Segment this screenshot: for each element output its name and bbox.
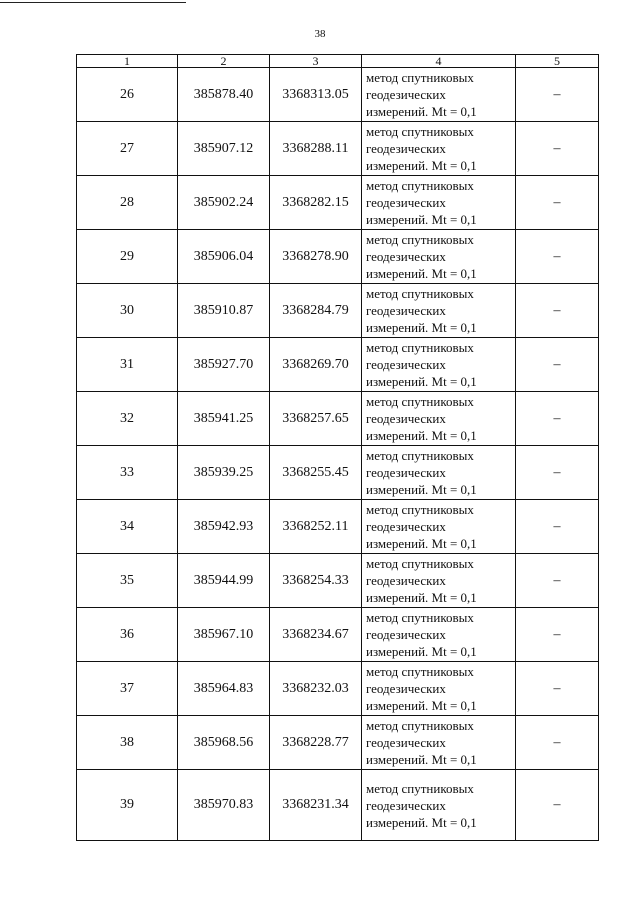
x-coordinate-cell: 385941.25 xyxy=(178,392,270,446)
method-cell xyxy=(362,608,516,662)
method-line: геодезических xyxy=(366,195,446,210)
method-line: метод спутниковых xyxy=(366,610,474,625)
table-row xyxy=(77,176,599,230)
method-line: геодезических xyxy=(366,411,446,426)
point-number-cell: 37 xyxy=(77,662,178,716)
point-number-cell: 39 xyxy=(77,770,178,841)
y-coordinate-cell: 3368231.34 xyxy=(270,770,362,841)
method-cell xyxy=(362,122,516,176)
table-row xyxy=(77,68,599,122)
method-line: геодезических xyxy=(366,797,446,813)
header-cell: 4 xyxy=(362,55,516,68)
method-line: геодезических xyxy=(366,249,446,264)
note-cell: – xyxy=(516,554,599,608)
note-cell: – xyxy=(516,608,599,662)
table-body xyxy=(77,68,599,841)
method-line: измерений. Mt = 0,1 xyxy=(366,212,477,227)
point-number-cell: 28 xyxy=(77,176,178,230)
method-line: геодезических xyxy=(366,465,446,480)
y-coordinate-cell: 3368288.11 xyxy=(270,122,362,176)
method-cell xyxy=(362,284,516,338)
x-coordinate-cell: 385964.83 xyxy=(178,662,270,716)
x-coordinate-cell: 385907.12 xyxy=(178,122,270,176)
method-line: измерений. Mt = 0,1 xyxy=(366,428,477,443)
point-number-cell: 35 xyxy=(77,554,178,608)
method-cell xyxy=(362,662,516,716)
method-line: метод спутниковых xyxy=(366,556,474,571)
method-cell xyxy=(362,500,516,554)
note-cell: – xyxy=(516,716,599,770)
method-line: метод спутниковых xyxy=(366,70,474,85)
method-line: метод спутниковых xyxy=(366,718,474,733)
note-cell: – xyxy=(516,284,599,338)
y-coordinate-cell: 3368269.70 xyxy=(270,338,362,392)
point-number-cell: 36 xyxy=(77,608,178,662)
header-cell: 1 xyxy=(77,55,178,68)
y-coordinate-cell: 3368257.65 xyxy=(270,392,362,446)
method-line: измерений. Mt = 0,1 xyxy=(366,266,477,281)
y-coordinate-cell: 3368232.03 xyxy=(270,662,362,716)
point-number-cell: 30 xyxy=(77,284,178,338)
method-line: геодезических xyxy=(366,303,446,318)
method-line: геодезических xyxy=(366,87,446,102)
method-cell xyxy=(362,176,516,230)
x-coordinate-cell: 385944.99 xyxy=(178,554,270,608)
table-row xyxy=(77,500,599,554)
x-coordinate-cell: 385902.24 xyxy=(178,176,270,230)
note-cell: – xyxy=(516,500,599,554)
x-coordinate-cell: 385910.87 xyxy=(178,284,270,338)
method-line: геодезических xyxy=(366,681,446,696)
method-cell xyxy=(362,392,516,446)
method-line: измерений. Mt = 0,1 xyxy=(366,536,477,551)
y-coordinate-cell: 3368282.15 xyxy=(270,176,362,230)
point-number-cell: 31 xyxy=(77,338,178,392)
x-coordinate-cell: 385970.83 xyxy=(178,770,270,841)
y-coordinate-cell: 3368278.90 xyxy=(270,230,362,284)
point-number-cell: 32 xyxy=(77,392,178,446)
method-line: геодезических xyxy=(366,627,446,642)
x-coordinate-cell: 385878.40 xyxy=(178,68,270,122)
y-coordinate-cell: 3368255.45 xyxy=(270,446,362,500)
method-cell xyxy=(362,770,516,841)
method-line: метод спутниковых xyxy=(366,286,474,301)
method-line: метод спутниковых xyxy=(366,448,474,463)
point-number-cell: 29 xyxy=(77,230,178,284)
x-coordinate-cell: 385906.04 xyxy=(178,230,270,284)
y-coordinate-cell: 3368228.77 xyxy=(270,716,362,770)
y-coordinate-cell: 3368252.11 xyxy=(270,500,362,554)
method-cell xyxy=(362,230,516,284)
note-cell: – xyxy=(516,122,599,176)
x-coordinate-cell: 385942.93 xyxy=(178,500,270,554)
header-cell: 3 xyxy=(270,55,362,68)
table-row xyxy=(77,716,599,770)
table-row xyxy=(77,554,599,608)
method-line: измерений. Mt = 0,1 xyxy=(366,104,477,119)
point-number-cell: 26 xyxy=(77,68,178,122)
table-row xyxy=(77,392,599,446)
table-row xyxy=(77,284,599,338)
method-line: геодезических xyxy=(366,141,446,156)
x-coordinate-cell: 385967.10 xyxy=(178,608,270,662)
method-cell xyxy=(362,716,516,770)
table-row xyxy=(77,608,599,662)
x-coordinate-cell: 385968.56 xyxy=(178,716,270,770)
y-coordinate-cell: 3368284.79 xyxy=(270,284,362,338)
table-row xyxy=(77,662,599,716)
table-row xyxy=(77,122,599,176)
method-cell xyxy=(362,68,516,122)
method-line: метод спутниковых xyxy=(366,340,474,355)
method-cell xyxy=(362,446,516,500)
y-coordinate-cell: 3368254.33 xyxy=(270,554,362,608)
note-cell: – xyxy=(516,176,599,230)
note-cell: – xyxy=(516,662,599,716)
method-line: измерений. Mt = 0,1 xyxy=(366,814,477,830)
method-line: геодезических xyxy=(366,519,446,534)
method-line: измерений. Mt = 0,1 xyxy=(366,158,477,173)
y-coordinate-cell: 3368313.05 xyxy=(270,68,362,122)
method-line: измерений. Mt = 0,1 xyxy=(366,698,477,713)
method-line: метод спутниковых xyxy=(366,124,474,139)
method-line: метод спутниковых xyxy=(366,394,474,409)
method-line: метод спутниковых xyxy=(366,780,474,796)
point-number-cell: 34 xyxy=(77,500,178,554)
note-cell: – xyxy=(516,338,599,392)
method-line: метод спутниковых xyxy=(366,664,474,679)
method-line: метод спутниковых xyxy=(366,232,474,247)
method-line: метод спутниковых xyxy=(366,502,474,517)
method-line: измерений. Mt = 0,1 xyxy=(366,482,477,497)
table-row xyxy=(77,338,599,392)
top-rule xyxy=(0,2,186,3)
header-row xyxy=(77,55,599,68)
coordinates-table xyxy=(76,54,599,841)
header-cell: 5 xyxy=(516,55,599,68)
point-number-cell: 33 xyxy=(77,446,178,500)
note-cell: – xyxy=(516,230,599,284)
note-cell: – xyxy=(516,68,599,122)
method-line: измерений. Mt = 0,1 xyxy=(366,374,477,389)
method-cell xyxy=(362,338,516,392)
x-coordinate-cell: 385939.25 xyxy=(178,446,270,500)
table-row xyxy=(77,770,599,841)
method-line: геодезических xyxy=(366,357,446,372)
x-coordinate-cell: 385927.70 xyxy=(178,338,270,392)
table-row xyxy=(77,230,599,284)
method-line: метод спутниковых xyxy=(366,178,474,193)
note-cell: – xyxy=(516,770,599,841)
header-cell: 2 xyxy=(178,55,270,68)
method-line: геодезических xyxy=(366,573,446,588)
table-row xyxy=(77,446,599,500)
method-line: измерений. Mt = 0,1 xyxy=(366,752,477,767)
page-number: 38 xyxy=(314,28,326,40)
point-number-cell: 38 xyxy=(77,716,178,770)
method-line: измерений. Mt = 0,1 xyxy=(366,590,477,605)
point-number-cell: 27 xyxy=(77,122,178,176)
method-cell xyxy=(362,554,516,608)
note-cell: – xyxy=(516,446,599,500)
note-cell: – xyxy=(516,392,599,446)
method-line: измерений. Mt = 0,1 xyxy=(366,644,477,659)
method-line: геодезических xyxy=(366,735,446,750)
method-line: измерений. Mt = 0,1 xyxy=(366,320,477,335)
y-coordinate-cell: 3368234.67 xyxy=(270,608,362,662)
